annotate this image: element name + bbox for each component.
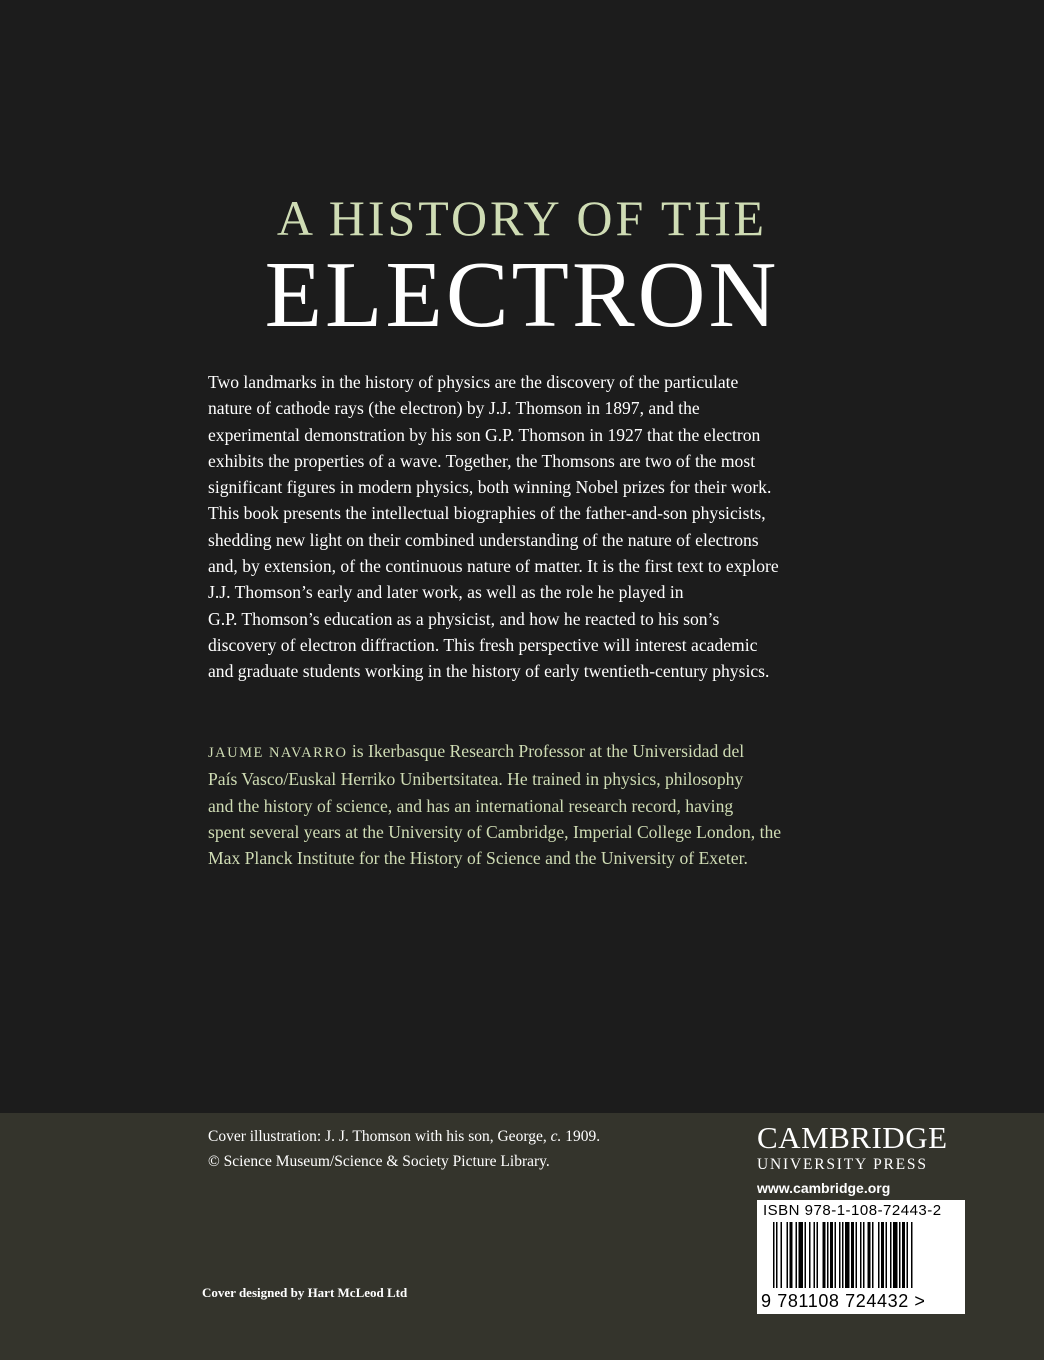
description-line: discovery of electron diffraction. This fresh perspective will interest academic <box>208 634 758 655</box>
bio-line <box>208 738 848 766</box>
credit-prefix: Cover illustration: J. J. Thomson with his son, George, <box>208 1128 551 1145</box>
barcode-digits: 9 781108 724432 > <box>761 1291 926 1311</box>
bio-line: spent several years at the University of Cambridge, Imperial College London, the <box>208 821 782 842</box>
description-line: J.J. Thomson’s early and later work, as well as the role he played in <box>208 582 684 603</box>
description-line: and graduate students working in the history of early twentieth-century physics. <box>208 661 770 682</box>
description-line: shedding new light on their combined understanding of the nature of electrons <box>208 529 759 550</box>
cover-credit-copyright: © Science Museum/Science & Society Picture Library. <box>208 1152 550 1170</box>
title-line-1: A HISTORY OF THE <box>276 190 768 246</box>
description-line: This book presents the intellectual biographies of the father-and-son physicists, <box>208 503 766 524</box>
description-line: nature of cathode rays (the electron) by J.J. Thomson in 1897, and the <box>208 398 700 419</box>
isbn-label: ISBN 978-1-108-72443-2 <box>763 1202 942 1219</box>
publisher-url: www.cambridge.org <box>757 1180 891 1196</box>
barcode-box <box>757 1200 965 1314</box>
barcode-icon <box>763 1222 959 1290</box>
author-name: JAUME NAVARRO <box>208 745 348 761</box>
description-line: exhibits the properties of a wave. Together, the Thomsons are two of the most <box>208 450 756 471</box>
credit-year: 1909. <box>561 1128 601 1145</box>
bio-line-rest: is Ikerbasque Research Professor at the Universidad del <box>347 741 745 761</box>
publisher-logo-subname: UNIVERSITY PRESS <box>757 1156 928 1173</box>
description-line: significant figures in modern physics, both winning Nobel prizes for their work. <box>208 477 772 498</box>
description-line: experimental demonstration by his son G.P. Thomson in 1927 that the electron <box>208 424 761 445</box>
cover-credit-line <box>208 1125 600 1150</box>
bio-line: and the history of science, and has an international research record, having <box>208 795 734 816</box>
bio-line: País Vasco/Euskal Herriko Unibertsitatea. He trained in physics, philosophy <box>208 769 744 790</box>
publisher-logo-name: CAMBRIDGE <box>757 1120 948 1155</box>
description-line: Two landmarks in the history of physics are the discovery of the particulate <box>208 372 739 392</box>
description-line: and, by extension, of the continuous nature of matter. It is the first text to explore <box>208 556 779 577</box>
credit-circa: c. <box>550 1128 562 1145</box>
description-line: G.P. Thomson’s education as a physicist, and how he reacted to his son’s <box>208 608 720 629</box>
author-bio <box>208 738 848 871</box>
cover-credit <box>208 1125 600 1174</box>
title-line-2: ELECTRON <box>264 243 780 347</box>
designer-credit: Cover designed by Hart McLeod Ltd <box>202 1285 408 1300</box>
bio-line: Max Planck Institute for the History of Science and the University of Exeter. <box>208 848 748 869</box>
book-description <box>208 369 848 685</box>
